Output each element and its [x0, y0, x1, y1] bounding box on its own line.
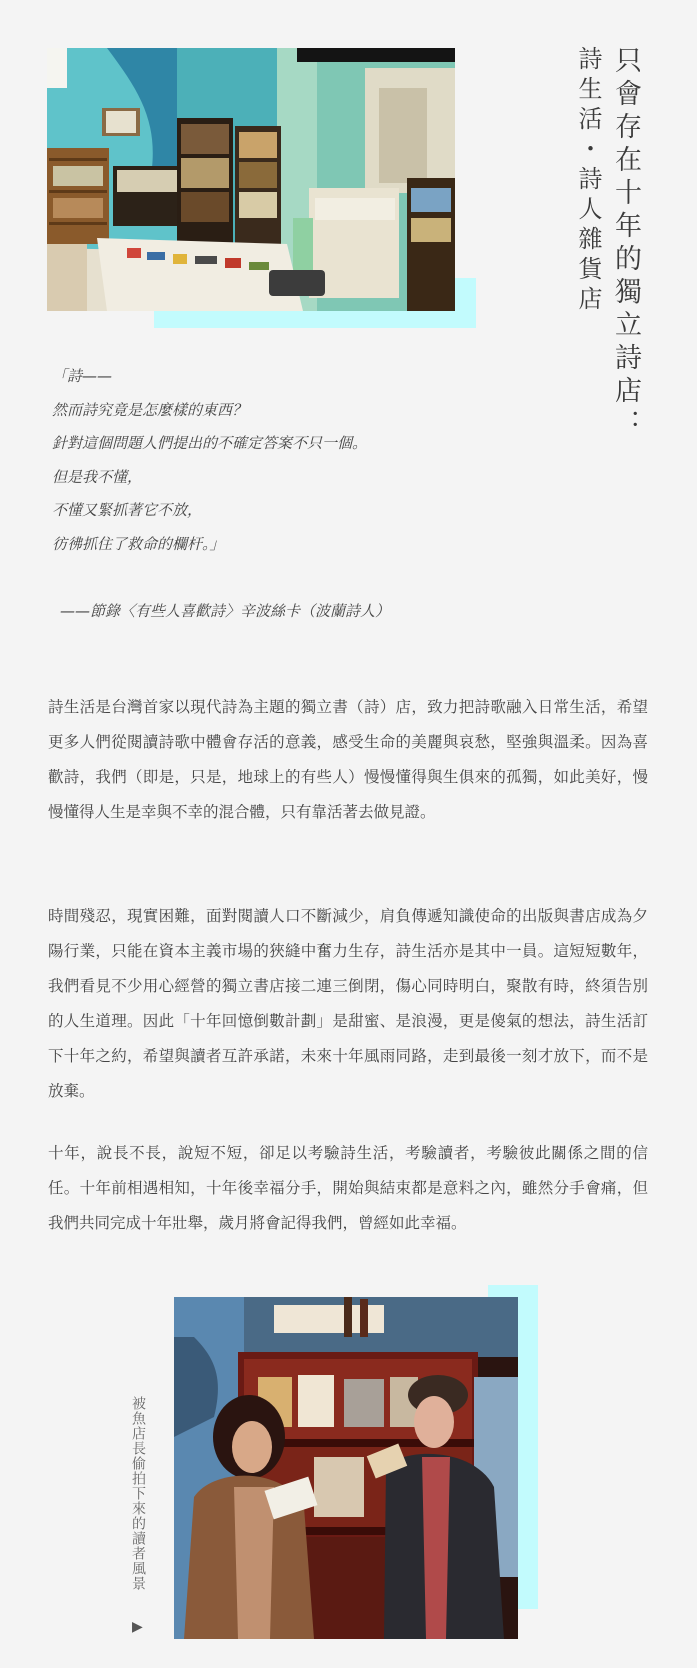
article-title: 只會存在十年的獨立詩店： — [610, 46, 641, 442]
bookstore-interior-photo — [47, 48, 455, 311]
poem-line: 「詩—— — [52, 367, 113, 385]
poem-line: 彷彿抓住了救命的欄杆。」 — [52, 534, 225, 553]
photo-caption: 被魚店長偷拍下來的讀者風景 — [130, 1396, 146, 1591]
poem-line: 然而詩究竟是怎麼樣的東西？ — [52, 400, 248, 419]
poem-line: 不懂又緊抓著它不放， — [52, 501, 203, 519]
body-paragraph: 十年，說長不長，說短不短，卻足以考驗詩生活，考驗讀者，考驗彼此關係之間的信任。十年前相遇相知，十年後幸福分手，開始與結束都是意料之內，雖然分手會痛，但我們共同完成十年壯舉，歲月將會記得我們，曾經如此幸福。 — [48, 1144, 648, 1232]
poem-credit: ——節錄〈有些人喜歡詩〉辛波絲卡（波蘭詩人） — [60, 602, 391, 620]
caption-arrow-icon: ▶ — [132, 1619, 143, 1635]
poem-line: 但是我不懂， — [52, 467, 143, 486]
article-subtitle: 詩生活・詩人雜貨店 — [574, 46, 602, 316]
body-paragraph: 詩生活是台灣首家以現代詩為主題的獨立書（詩）店，致力把詩歌融入日常生活，希望更多人們從閱讀詩歌中體會存活的意義，感受生命的美麗與哀愁，堅強與溫柔。因為喜歡詩，我們（即是，只是，地球上的有些人）慢慢懂得與生俱來的孤獨，如此美好，慢慢懂得人生是幸與不幸的混合體，只有靠活著去做見證。 — [48, 698, 648, 821]
poem-quote — [52, 360, 512, 561]
body-paragraph: 時間殘忍，現實困難，面對閱讀人口不斷減少，肩負傳遞知識使命的出版與書店成為夕陽行業，只能在資本主義市場的狹縫中奮力生存，詩生活亦是其中一員。這短短數年，我們看見不少用心經營的獨立書店接二連三倒閉，傷心同時明白，聚散有時，終須告別的人生道理。因此「十年回憶倒數計劃」是甜蜜、是浪漫，更是傻氣的想法，詩生活訂下十年之約，希望與讀者互許承諾，未來十年風雨同路，走到最後一刻才放下，而不是放棄。 — [48, 907, 648, 1100]
readers-photo — [174, 1297, 518, 1639]
poem-line: 針對這個問題人們提出的不確定答案不只一個。 — [52, 434, 368, 452]
